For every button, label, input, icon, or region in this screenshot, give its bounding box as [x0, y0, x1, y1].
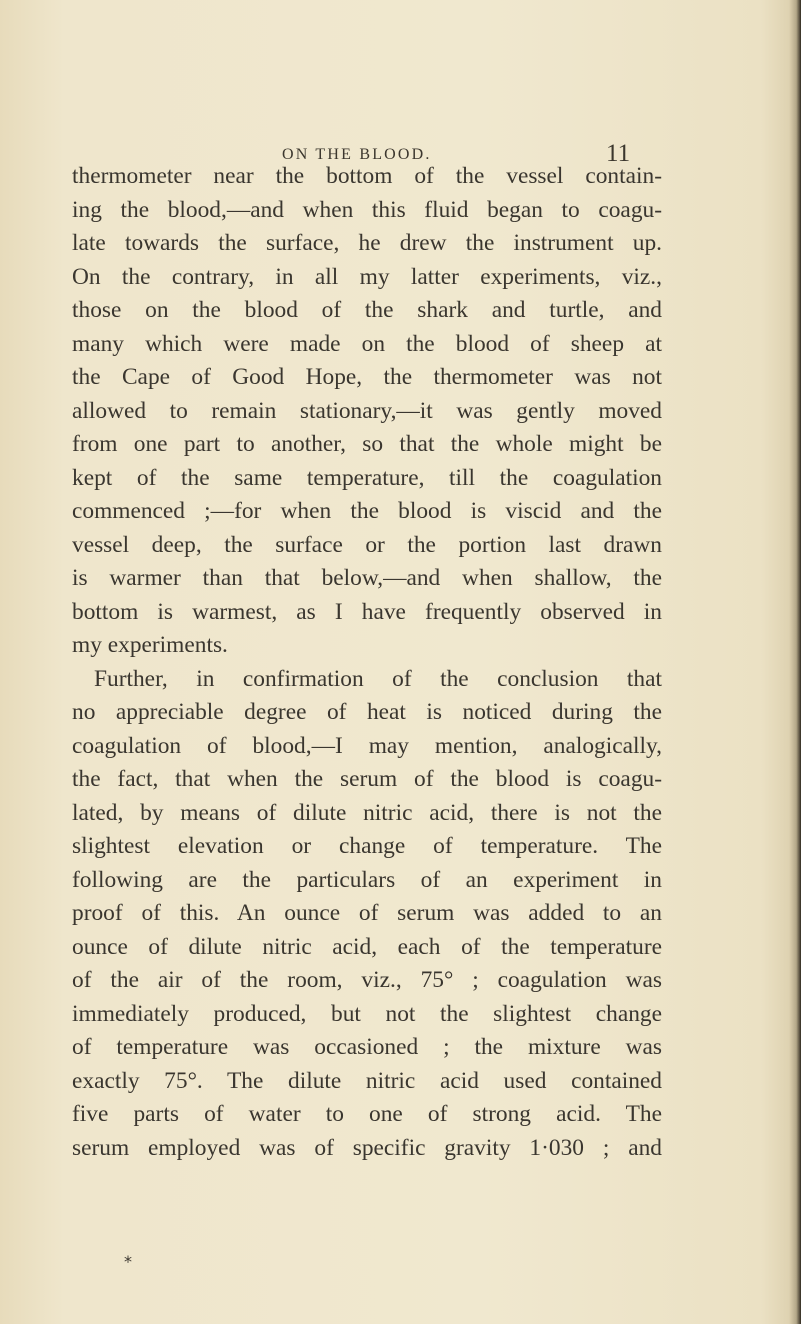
text-line: from one part to another, so that the whole might be: [72, 431, 662, 457]
text-line: of temperature was occasioned ; the mixture was: [72, 1034, 662, 1060]
text-line: the Cape of Good Hope, the thermometer was not: [72, 364, 662, 390]
text-line: thermometer near the bottom of the vessel contain-: [72, 163, 662, 189]
text-line: those on the blood of the shark and turtle, and: [72, 297, 662, 323]
text-line: slightest elevation or change of temperature. The: [72, 833, 662, 859]
text-line: commenced ;—for when the blood is viscid and the: [72, 498, 662, 524]
signature-mark: *: [124, 1252, 132, 1271]
text-line: proof of this. An ounce of serum was added to an: [72, 900, 662, 926]
text-line: my experiments.: [72, 632, 228, 658]
body-text: [72, 160, 662, 1165]
running-title: ON THE BLOOD.: [282, 146, 432, 163]
text-line: lated, by means of dilute nitric acid, there is not the: [72, 799, 662, 826]
text-line: late towards the surface, he drew the instrument up.: [72, 230, 662, 256]
text-line: vessel deep, the surface or the portion last drawn: [72, 531, 662, 558]
paragraph: [72, 160, 662, 663]
text-line: of the air of the room, viz., 75° ; coagulation was: [72, 967, 662, 993]
text-line: five parts of water to one of strong acid. The: [72, 1101, 662, 1127]
text-line: ing the blood,—and when this fluid began to coagu-: [72, 196, 662, 223]
text-line: On the contrary, in all my latter experiments, viz.,: [72, 263, 662, 290]
text-line: coagulation of blood,—I may mention, analogically,: [72, 732, 662, 759]
text-line: bottom is warmest, as I have frequently observed in: [72, 598, 662, 625]
text-line: Further, in confirmation of the conclusion that: [94, 665, 662, 692]
text-line: ounce of dilute nitric acid, each of the temperature: [72, 933, 662, 960]
text-line: kept of the same temperature, till the coagulation: [72, 464, 662, 491]
text-line: many which were made on the blood of sheep at: [72, 330, 662, 357]
text-line: no appreciable degree of heat is noticed during the: [72, 699, 662, 725]
text-line: following are the particulars of an experiment in: [72, 866, 662, 893]
page-number: 11: [606, 140, 631, 167]
text-line: allowed to remain stationary,—it was gently moved: [72, 397, 662, 424]
text-line: immediately produced, but not the slightest change: [72, 1000, 662, 1027]
text-line: the fact, that when the serum of the blood is coagu-: [72, 766, 662, 792]
paragraph: [72, 663, 662, 1166]
text-line: exactly 75°. The dilute nitric acid used contained: [72, 1067, 662, 1094]
text-line: is warmer than that below,—and when shallow, the: [72, 565, 662, 591]
text-line: serum employed was of specific gravity 1·030 ; and: [72, 1134, 662, 1161]
page-edge-shadow: [789, 0, 801, 1324]
